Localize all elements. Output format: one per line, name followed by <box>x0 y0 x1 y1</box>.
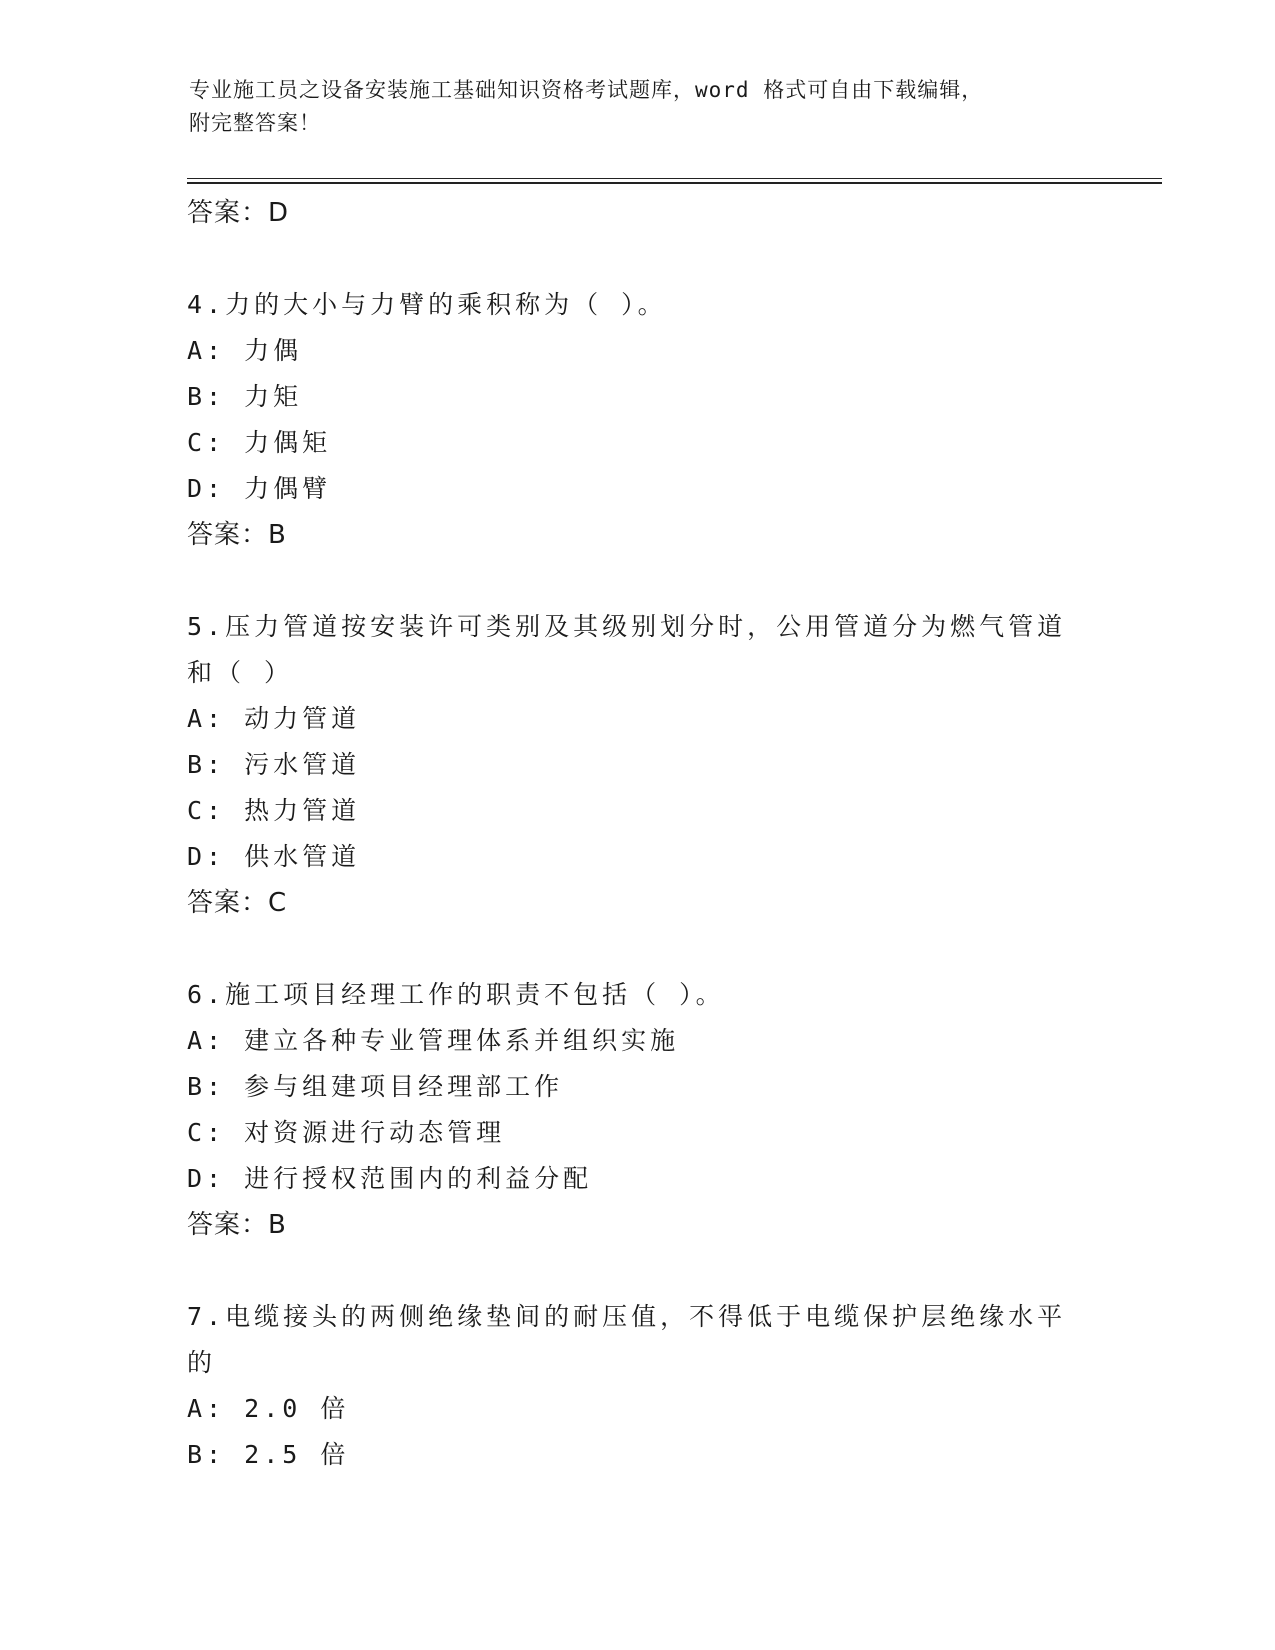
document-header <box>189 74 1089 140</box>
option-b: B: 2.5 倍 <box>187 1440 350 1469</box>
question-stem-continued: 和（ ） <box>187 658 294 687</box>
question-6 <box>187 972 1087 1248</box>
header-line-2: 附完整答案！ <box>189 111 321 135</box>
header-divider-bottom <box>187 182 1162 184</box>
previous-answer: 答案：D <box>187 198 290 228</box>
answer-line: 答案：C <box>187 888 288 918</box>
option-a: A: 2.0 倍 <box>187 1394 350 1423</box>
option-b: B: 参与组建项目经理部工作 <box>187 1072 564 1101</box>
question-7 <box>187 1294 1087 1478</box>
question-stem: 4.力的大小与力臂的乘积称为（ ）。 <box>187 290 667 319</box>
answer-line: 答案：B <box>187 1210 287 1240</box>
question-stem: 5.压力管道按安装许可类别及其级别划分时，公用管道分为燃气管道 <box>187 612 1067 641</box>
option-c: C: 力偶矩 <box>187 428 332 457</box>
header-divider-top <box>187 178 1162 179</box>
spacer <box>187 1248 1087 1294</box>
option-c: C: 对资源进行动态管理 <box>187 1118 506 1147</box>
option-b: B: 污水管道 <box>187 750 361 779</box>
question-5 <box>187 604 1087 926</box>
answer-line: 答案：B <box>187 520 287 550</box>
spacer <box>187 236 1087 282</box>
spacer <box>187 926 1087 972</box>
option-d: D: 力偶臂 <box>187 474 332 503</box>
option-a: A: 力偶 <box>187 336 303 365</box>
spacer <box>187 558 1087 604</box>
question-stem: 6.施工项目经理工作的职责不包括（ ）。 <box>187 980 725 1009</box>
question-stem-continued: 的 <box>187 1348 217 1377</box>
option-d: D: 进行授权范围内的利益分配 <box>187 1164 593 1193</box>
option-c: C: 热力管道 <box>187 796 361 825</box>
option-a: A: 动力管道 <box>187 704 361 733</box>
question-stem: 7.电缆接头的两侧绝缘垫间的耐压值，不得低于电缆保护层绝缘水平 <box>187 1302 1067 1331</box>
option-b: B: 力矩 <box>187 382 303 411</box>
question-list <box>187 190 1087 1478</box>
question-4 <box>187 282 1087 558</box>
option-a: A: 建立各种专业管理体系并组织实施 <box>187 1026 680 1055</box>
option-d: D: 供水管道 <box>187 842 361 871</box>
header-line-1: 专业施工员之设备安装施工基础知识资格考试题库，word 格式可自由下载编辑， <box>189 78 984 102</box>
